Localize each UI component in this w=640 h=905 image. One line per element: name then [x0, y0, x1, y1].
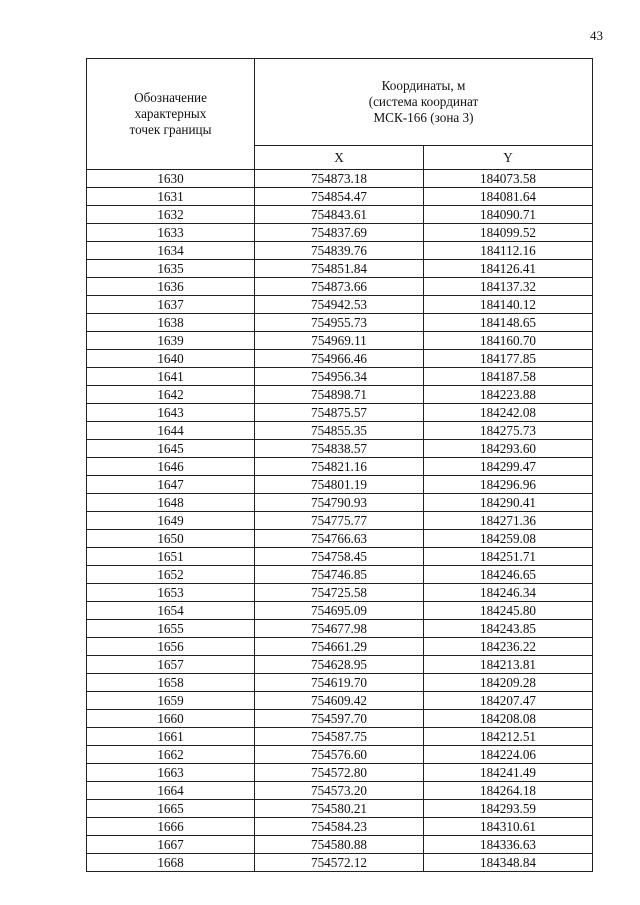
point-cell: 1646 [87, 458, 255, 476]
table-row [87, 728, 593, 746]
point-cell: 1662 [87, 746, 255, 764]
x-cell: 754801.19 [255, 476, 424, 494]
x-cell: 754942.53 [255, 296, 424, 314]
table-row [87, 836, 593, 854]
y-cell: 184290.41 [424, 494, 593, 512]
table-row [87, 422, 593, 440]
y-cell: 184245.80 [424, 602, 593, 620]
x-cell: 754573.20 [255, 782, 424, 800]
y-column-header: Y [424, 146, 593, 170]
table-row [87, 638, 593, 656]
y-cell: 184148.65 [424, 314, 593, 332]
y-cell: 184259.08 [424, 530, 593, 548]
table-row [87, 710, 593, 728]
y-cell: 184223.88 [424, 386, 593, 404]
y-cell: 184160.70 [424, 332, 593, 350]
point-cell: 1642 [87, 386, 255, 404]
y-cell: 184212.51 [424, 728, 593, 746]
table-row [87, 746, 593, 764]
table-row [87, 386, 593, 404]
point-cell: 1650 [87, 530, 255, 548]
table-row [87, 440, 593, 458]
table-row [87, 818, 593, 836]
point-cell: 1652 [87, 566, 255, 584]
table-row [87, 656, 593, 674]
x-cell: 754875.57 [255, 404, 424, 422]
point-cell: 1661 [87, 728, 255, 746]
x-cell: 754790.93 [255, 494, 424, 512]
point-designation-header: Обозначение характерных точек границы [87, 59, 255, 170]
x-cell: 754854.47 [255, 188, 424, 206]
table-row [87, 566, 593, 584]
point-cell: 1645 [87, 440, 255, 458]
y-cell: 184187.58 [424, 368, 593, 386]
y-cell: 184137.32 [424, 278, 593, 296]
point-cell: 1654 [87, 602, 255, 620]
y-cell: 184126.41 [424, 260, 593, 278]
y-cell: 184112.16 [424, 242, 593, 260]
point-cell: 1636 [87, 278, 255, 296]
point-cell: 1660 [87, 710, 255, 728]
x-cell: 754572.80 [255, 764, 424, 782]
table-row [87, 782, 593, 800]
table-row [87, 314, 593, 332]
x-cell: 754725.58 [255, 584, 424, 602]
x-cell: 754839.76 [255, 242, 424, 260]
x-cell: 754609.42 [255, 692, 424, 710]
x-cell: 754576.60 [255, 746, 424, 764]
table-row [87, 602, 593, 620]
y-cell: 184296.96 [424, 476, 593, 494]
table-row [87, 260, 593, 278]
table-body [87, 170, 593, 872]
x-cell: 754572.12 [255, 854, 424, 872]
table-row [87, 854, 593, 872]
y-cell: 184271.36 [424, 512, 593, 530]
table-row [87, 368, 593, 386]
point-cell: 1647 [87, 476, 255, 494]
x-cell: 754855.35 [255, 422, 424, 440]
coordinates-header: Координаты, м (система координат МСК-166 (зона 3) [255, 59, 593, 146]
y-cell: 184241.49 [424, 764, 593, 782]
y-cell: 184081.64 [424, 188, 593, 206]
x-cell: 754677.98 [255, 620, 424, 638]
point-cell: 1656 [87, 638, 255, 656]
table-row [87, 404, 593, 422]
y-cell: 184213.81 [424, 656, 593, 674]
y-cell: 184348.84 [424, 854, 593, 872]
x-column-header: X [255, 146, 424, 170]
y-cell: 184246.65 [424, 566, 593, 584]
point-cell: 1640 [87, 350, 255, 368]
point-cell: 1638 [87, 314, 255, 332]
x-cell: 754898.71 [255, 386, 424, 404]
table-row [87, 224, 593, 242]
y-cell: 184140.12 [424, 296, 593, 314]
x-cell: 754695.09 [255, 602, 424, 620]
point-cell: 1649 [87, 512, 255, 530]
table-row [87, 350, 593, 368]
y-cell: 184336.63 [424, 836, 593, 854]
y-cell: 184099.52 [424, 224, 593, 242]
x-cell: 754661.29 [255, 638, 424, 656]
point-cell: 1644 [87, 422, 255, 440]
x-cell: 754775.77 [255, 512, 424, 530]
x-cell: 754584.23 [255, 818, 424, 836]
x-cell: 754956.34 [255, 368, 424, 386]
x-cell: 754758.45 [255, 548, 424, 566]
y-cell: 184177.85 [424, 350, 593, 368]
table-row [87, 584, 593, 602]
y-cell: 184207.47 [424, 692, 593, 710]
y-cell: 184224.06 [424, 746, 593, 764]
table-row [87, 170, 593, 188]
x-cell: 754628.95 [255, 656, 424, 674]
point-cell: 1648 [87, 494, 255, 512]
point-cell: 1637 [87, 296, 255, 314]
point-cell: 1631 [87, 188, 255, 206]
table-row [87, 512, 593, 530]
table-row [87, 332, 593, 350]
table-row [87, 494, 593, 512]
point-cell: 1668 [87, 854, 255, 872]
y-cell: 184299.47 [424, 458, 593, 476]
page-number: 43 [590, 28, 603, 43]
x-cell: 754955.73 [255, 314, 424, 332]
table-row [87, 242, 593, 260]
x-cell: 754587.75 [255, 728, 424, 746]
y-cell: 184275.73 [424, 422, 593, 440]
table-row [87, 530, 593, 548]
y-cell: 184293.59 [424, 800, 593, 818]
x-cell: 754837.69 [255, 224, 424, 242]
y-cell: 184246.34 [424, 584, 593, 602]
y-cell: 184251.71 [424, 548, 593, 566]
point-cell: 1651 [87, 548, 255, 566]
point-cell: 1665 [87, 800, 255, 818]
point-cell: 1630 [87, 170, 255, 188]
y-cell: 184073.58 [424, 170, 593, 188]
y-cell: 184209.28 [424, 674, 593, 692]
x-cell: 754597.70 [255, 710, 424, 728]
x-cell: 754821.16 [255, 458, 424, 476]
point-cell: 1634 [87, 242, 255, 260]
x-cell: 754966.46 [255, 350, 424, 368]
table-row [87, 458, 593, 476]
x-cell: 754766.63 [255, 530, 424, 548]
point-cell: 1658 [87, 674, 255, 692]
point-cell: 1659 [87, 692, 255, 710]
table-row [87, 476, 593, 494]
point-cell: 1643 [87, 404, 255, 422]
x-cell: 754619.70 [255, 674, 424, 692]
x-cell: 754580.88 [255, 836, 424, 854]
y-cell: 184090.71 [424, 206, 593, 224]
table-header [87, 59, 593, 170]
table-row [87, 206, 593, 224]
y-cell: 184264.18 [424, 782, 593, 800]
point-cell: 1666 [87, 818, 255, 836]
table-row [87, 674, 593, 692]
point-cell: 1641 [87, 368, 255, 386]
point-cell: 1639 [87, 332, 255, 350]
point-cell: 1635 [87, 260, 255, 278]
x-cell: 754873.18 [255, 170, 424, 188]
y-cell: 184242.08 [424, 404, 593, 422]
x-cell: 754580.21 [255, 800, 424, 818]
x-cell: 754851.84 [255, 260, 424, 278]
table-row [87, 278, 593, 296]
y-cell: 184310.61 [424, 818, 593, 836]
table-row [87, 800, 593, 818]
table-row [87, 548, 593, 566]
x-cell: 754838.57 [255, 440, 424, 458]
x-cell: 754969.11 [255, 332, 424, 350]
point-cell: 1667 [87, 836, 255, 854]
point-cell: 1663 [87, 764, 255, 782]
table-row [87, 692, 593, 710]
table-row [87, 296, 593, 314]
coordinates-table [86, 58, 593, 872]
point-cell: 1655 [87, 620, 255, 638]
table-row [87, 188, 593, 206]
point-cell: 1664 [87, 782, 255, 800]
x-cell: 754873.66 [255, 278, 424, 296]
y-cell: 184208.08 [424, 710, 593, 728]
y-cell: 184293.60 [424, 440, 593, 458]
table-row [87, 620, 593, 638]
y-cell: 184236.22 [424, 638, 593, 656]
point-cell: 1657 [87, 656, 255, 674]
point-cell: 1632 [87, 206, 255, 224]
point-cell: 1633 [87, 224, 255, 242]
x-cell: 754843.61 [255, 206, 424, 224]
table-row [87, 764, 593, 782]
point-cell: 1653 [87, 584, 255, 602]
y-cell: 184243.85 [424, 620, 593, 638]
x-cell: 754746.85 [255, 566, 424, 584]
